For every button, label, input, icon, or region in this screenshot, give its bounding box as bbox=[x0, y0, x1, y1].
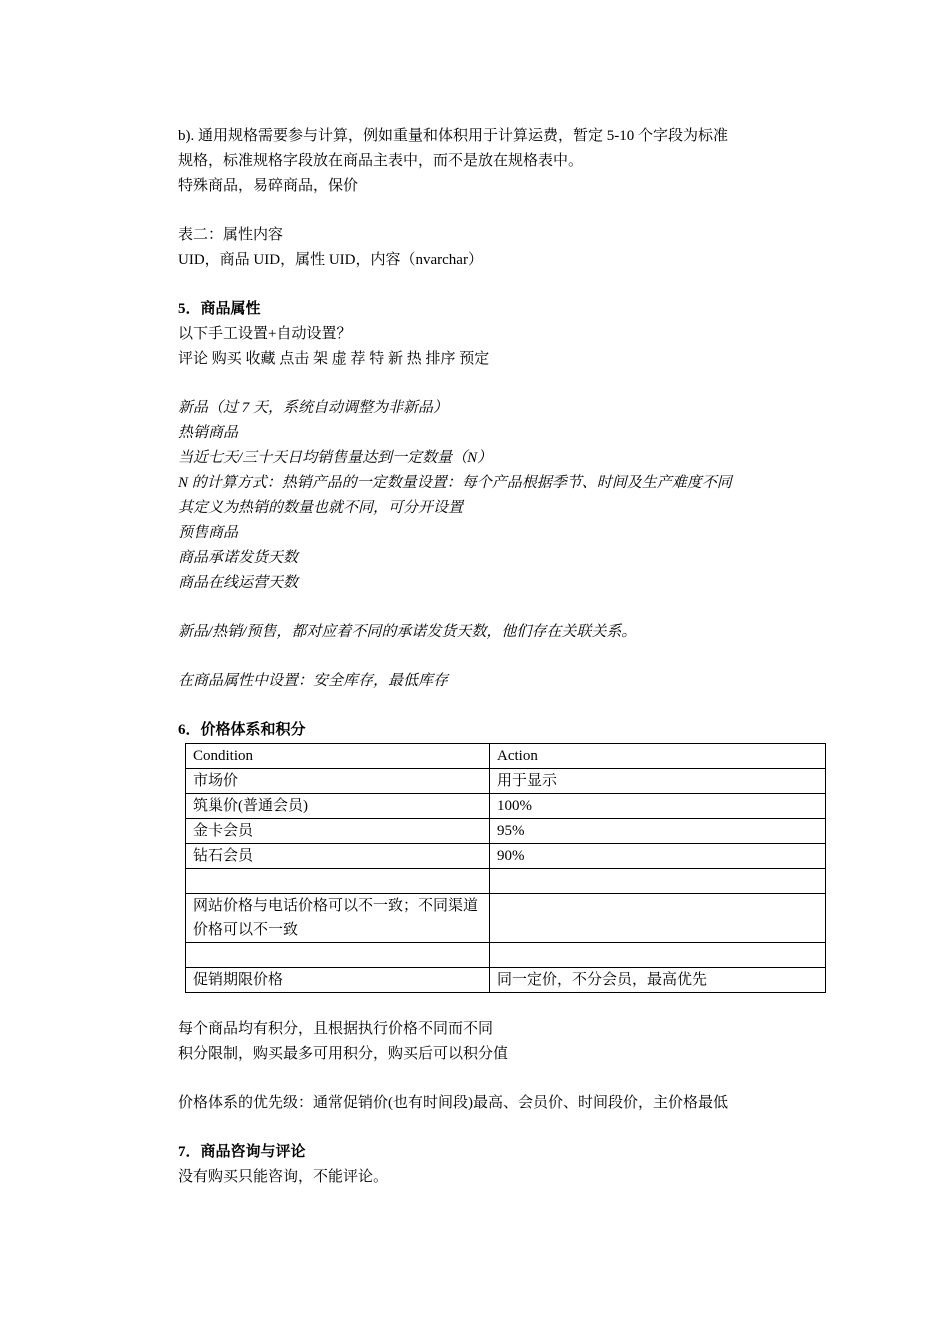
special-goods-line: 特殊商品，易碎商品，保价 bbox=[178, 178, 359, 194]
action-cell: 95% bbox=[490, 819, 826, 844]
italic-line: N 的计算方式：热销产品的一定数量设置：每个产品根据季节、时间及生产难度不同 bbox=[178, 475, 732, 491]
stock-note: 在商品属性中设置：安全库存，最低库存 bbox=[178, 673, 449, 689]
action-cell: 用于显示 bbox=[490, 769, 826, 794]
condition-cell: 市场价 bbox=[186, 769, 490, 794]
document-page bbox=[178, 124, 828, 1190]
table-row bbox=[186, 894, 826, 943]
action-cell bbox=[490, 943, 826, 968]
italic-line: 热销商品 bbox=[178, 425, 239, 441]
table-row bbox=[186, 943, 826, 968]
action-cell bbox=[490, 869, 826, 894]
table2-fields: UID，商品 UID，属性 UID，内容（nvarchar） bbox=[178, 252, 483, 268]
section5-heading: 5．商品属性 bbox=[178, 301, 261, 317]
section7-line-1: 没有购买只能咨询，不能评论。 bbox=[178, 1169, 389, 1185]
price-rules-table bbox=[185, 743, 826, 993]
price-priority-line: 价格体系的优先级：通常促销价(也有时间段)最高、会员价、时间段价，主价格最低 bbox=[178, 1095, 728, 1111]
italic-line: 新品（过 7 天，系统自动调整为非新品） bbox=[178, 400, 449, 416]
italic-line: 当近七天/三十天日均销售量达到一定数量（N） bbox=[178, 450, 493, 466]
table-row bbox=[186, 819, 826, 844]
condition-cell: 钻石会员 bbox=[186, 844, 490, 869]
condition-cell: 金卡会员 bbox=[186, 819, 490, 844]
relation-note: 新品/热销/预售，都对应着不同的承诺发货天数，他们存在关联关系。 bbox=[178, 624, 637, 640]
points-line-2: 积分限制，购买最多可用积分，购买后可以积分值 bbox=[178, 1046, 509, 1062]
section6-heading: 6．价格体系和积分 bbox=[178, 722, 306, 738]
attribute-list: 评论 购买 收藏 点击 架 虚 荐 特 新 热 排序 预定 bbox=[178, 351, 490, 367]
action-cell: 同一定价，不分会员，最高优先 bbox=[490, 968, 826, 993]
section7-heading: 7．商品咨询与评论 bbox=[178, 1144, 306, 1160]
spec-note-line-1: b). 通用规格需要参与计算，例如重量和体积用于计算运费，暂定 5-10 个字段为标准 bbox=[178, 128, 728, 144]
condition-cell: 促销期限价格 bbox=[186, 968, 490, 993]
header-condition: Condition bbox=[186, 744, 490, 769]
table-row bbox=[186, 968, 826, 993]
section5-line-1: 以下手工设置+自动设置？ bbox=[178, 326, 352, 342]
table-header-row bbox=[186, 744, 826, 769]
action-cell: 100% bbox=[490, 794, 826, 819]
table-row bbox=[186, 794, 826, 819]
table2-title: 表二：属性内容 bbox=[178, 227, 284, 243]
italic-line: 商品在线运营天数 bbox=[178, 575, 299, 591]
italic-line: 商品承诺发货天数 bbox=[178, 550, 299, 566]
table-row bbox=[186, 844, 826, 869]
spec-note-line-2: 规格，标准规格字段放在商品主表中，而不是放在规格表中。 bbox=[178, 153, 584, 169]
condition-cell: 筑巢价(普通会员) bbox=[186, 794, 490, 819]
points-line-1: 每个商品均有积分，且根据执行价格不同而不同 bbox=[178, 1021, 494, 1037]
action-cell bbox=[490, 894, 826, 943]
table-row bbox=[186, 769, 826, 794]
condition-cell bbox=[186, 943, 490, 968]
action-cell: 90% bbox=[490, 844, 826, 869]
condition-cell: 网站价格与电话价格可以不一致；不同渠道价格可以不一致 bbox=[186, 894, 490, 943]
header-action: Action bbox=[490, 744, 826, 769]
condition-cell bbox=[186, 869, 490, 894]
italic-line: 其定义为热销的数量也就不同，可分开设置 bbox=[178, 500, 464, 516]
italic-line: 预售商品 bbox=[178, 525, 239, 541]
table-row bbox=[186, 869, 826, 894]
